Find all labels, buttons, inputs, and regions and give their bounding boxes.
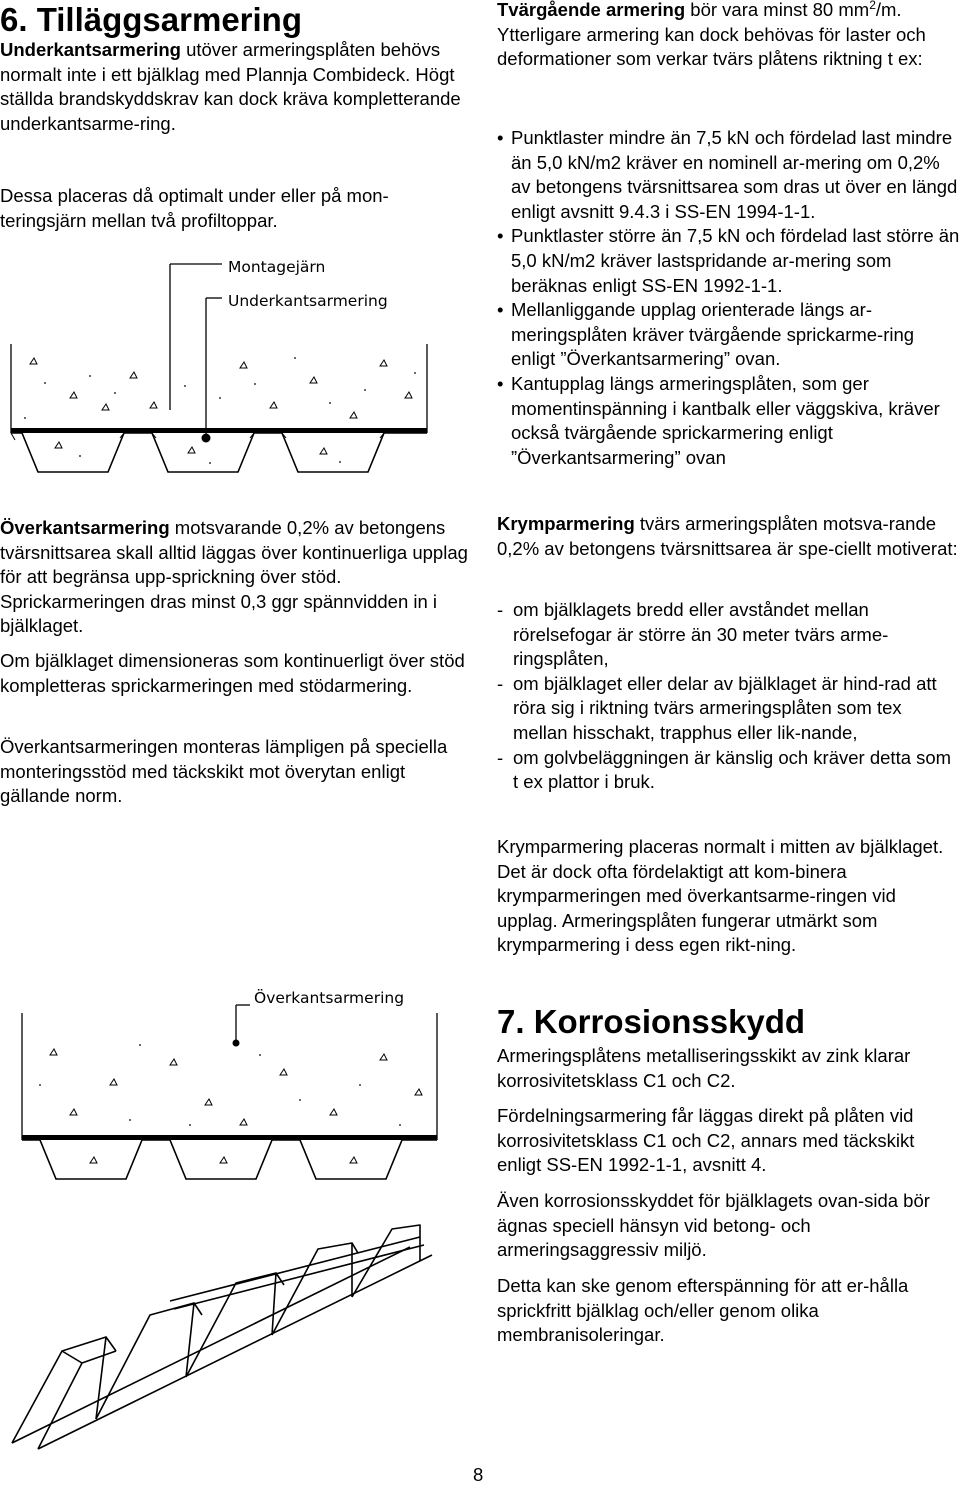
section-6-heading: 6. Tilläggsarmering xyxy=(0,1,302,38)
bullet-item: • Mellanliggande upplag orienterade längs ar-meringsplåten kräver tvärgående sprickarme-ring enligt ”Överkantsarmering” ovan. xyxy=(497,298,960,372)
term-underkantsarmering: Underkantsarmering xyxy=(0,39,181,60)
label-underkantsarmering: Underkantsarmering xyxy=(228,292,388,310)
paragraph-text: motsvarande 0,2% av betongens tvärsnittsarea skall alltid läggas över kontinuerliga upplag för att begränsa upp-sprickning över stöd. Sprickarmeringen dras minst 0,3 ggr spännvidden in i bjälklaget. xyxy=(0,517,468,637)
bullet-item: • Punktlaster större än 7,5 kN och fördelad last större än 5,0 kN/m2 kräver lastspridande ar-mering som beräknas enligt SS-EN 1992-1-1. xyxy=(497,224,960,298)
term-overkantsarmering: Överkantsarmering xyxy=(0,517,170,538)
term-tvargaende-armering: Tvärgående armering xyxy=(497,0,686,20)
label-overkantsarmering: Överkantsarmering xyxy=(254,989,405,1007)
paragraph-ovansida: Även korrosionsskyddet för bjälklagets ovan-sida bör ägnas speciell hänsyn vid betong- och armeringsaggressiv miljö. xyxy=(497,1190,930,1261)
paragraph-montering: Överkantsarmeringen monteras lämpligen på speciella monteringsstöd med täckskikt mot överytan enligt gällande norm. xyxy=(0,736,448,807)
paragraph-tvargaende xyxy=(497,0,960,72)
figure-underkantsarmering xyxy=(10,258,428,480)
paragraph-text: tvärs armeringsplåten motsva-rande 0,2% av betongens tvärsnittsarea är spe-ciellt motiverat: xyxy=(497,513,958,559)
paragraph-placement: Dessa placeras då optimalt under eller på mon-teringsjärn mellan två profiltoppar. xyxy=(0,185,389,231)
figure-overkantsarmering xyxy=(0,985,468,1455)
superscript: 2 xyxy=(869,0,876,12)
page-number: 8 xyxy=(473,1464,484,1485)
paragraph-zink: Armeringsplåtens metalliseringsskikt av zink klarar korrosivitetsklass C1 och C2. xyxy=(497,1045,911,1091)
section-7-heading: 7. Korrosionsskydd xyxy=(497,1003,806,1040)
dash-item: - om bjälklaget eller delar av bjälklaget är hind-rad att röra sig i riktning tvärs armeringsplåten som tex mellan hisschakt, trapphus eller lik-nande, xyxy=(497,672,960,746)
paragraph-text: /m. Ytterligare armering kan dock behövas för laster och deformationer som verkar tvärs plåtens riktning t ex: xyxy=(497,0,926,70)
paragraph-krymparmering xyxy=(497,512,960,561)
paragraph-text: bör vara minst 80 mm xyxy=(685,0,870,20)
paragraph-text: utöver armeringsplåten behövs normalt inte i ett bjälklag med Plannja Combideck. Högt ställda brandskyddskrav kan dock kräva kompletterande underkantsarme-ring. xyxy=(0,39,461,134)
bullet-list xyxy=(497,126,960,470)
bullet-item: • Kantupplag längs armeringsplåten, som ger momentinspänning i kantbalk eller väggskiva, kräver också tvärgående sprickarmering enligt ”Överkantsarmering” ovan xyxy=(497,372,960,470)
paragraph-overkantsarmering xyxy=(0,516,468,639)
paragraph-efterspanning: Detta kan ske genom efterspänning för att er-hålla sprickfritt bjälklag och/eller genom olika membranisoleringar. xyxy=(497,1275,909,1346)
dash-item: - om golvbeläggningen är känslig och kräver detta som t ex plattor i bruk. xyxy=(497,746,960,795)
bullet-item: • Punktlaster mindre än 7,5 kN och fördelad last mindre än 5,0 kN/m2 kräver en nominell ar-mering om 0,2% av betongens tvärsnittsarea som dras ut över en längd enligt avsnitt 9.4.3 i SS-EN 1994-1-1. xyxy=(497,126,960,224)
label-montagejarn: Montagejärn xyxy=(228,258,326,276)
dash-item: - om bjälklagets bredd eller avståndet mellan rörelsefogar är större än 30 meter tvärs arme-ringsplåten, xyxy=(497,598,960,672)
paragraph-fordelningsarmering: Fördelningsarmering får läggas direkt på plåten vid korrosivitetsklass C1 och C2, annars med täckskikt enligt SS-EN 1992-1-1, avsnitt 4. xyxy=(497,1105,915,1176)
dash-list xyxy=(497,598,960,795)
paragraph-kontinuerligt: Om bjälklaget dimensioneras som kontinuerligt över stöd kompletteras sprickarmeringen med stödarmering. xyxy=(0,650,465,696)
paragraph-underkantsarmering xyxy=(0,38,468,136)
paragraph-placering-krymp: Krymparmering placeras normalt i mitten av bjälklaget. Det är dock ofta fördelaktigt att kom-binera krymparmeringen med överkantsarme-ringen vid upplag. Armeringsplåten fungerar utmärkt som krymparmering i dess egen rikt-ning. xyxy=(497,836,944,956)
term-krymparmering: Krymparmering xyxy=(497,513,635,534)
